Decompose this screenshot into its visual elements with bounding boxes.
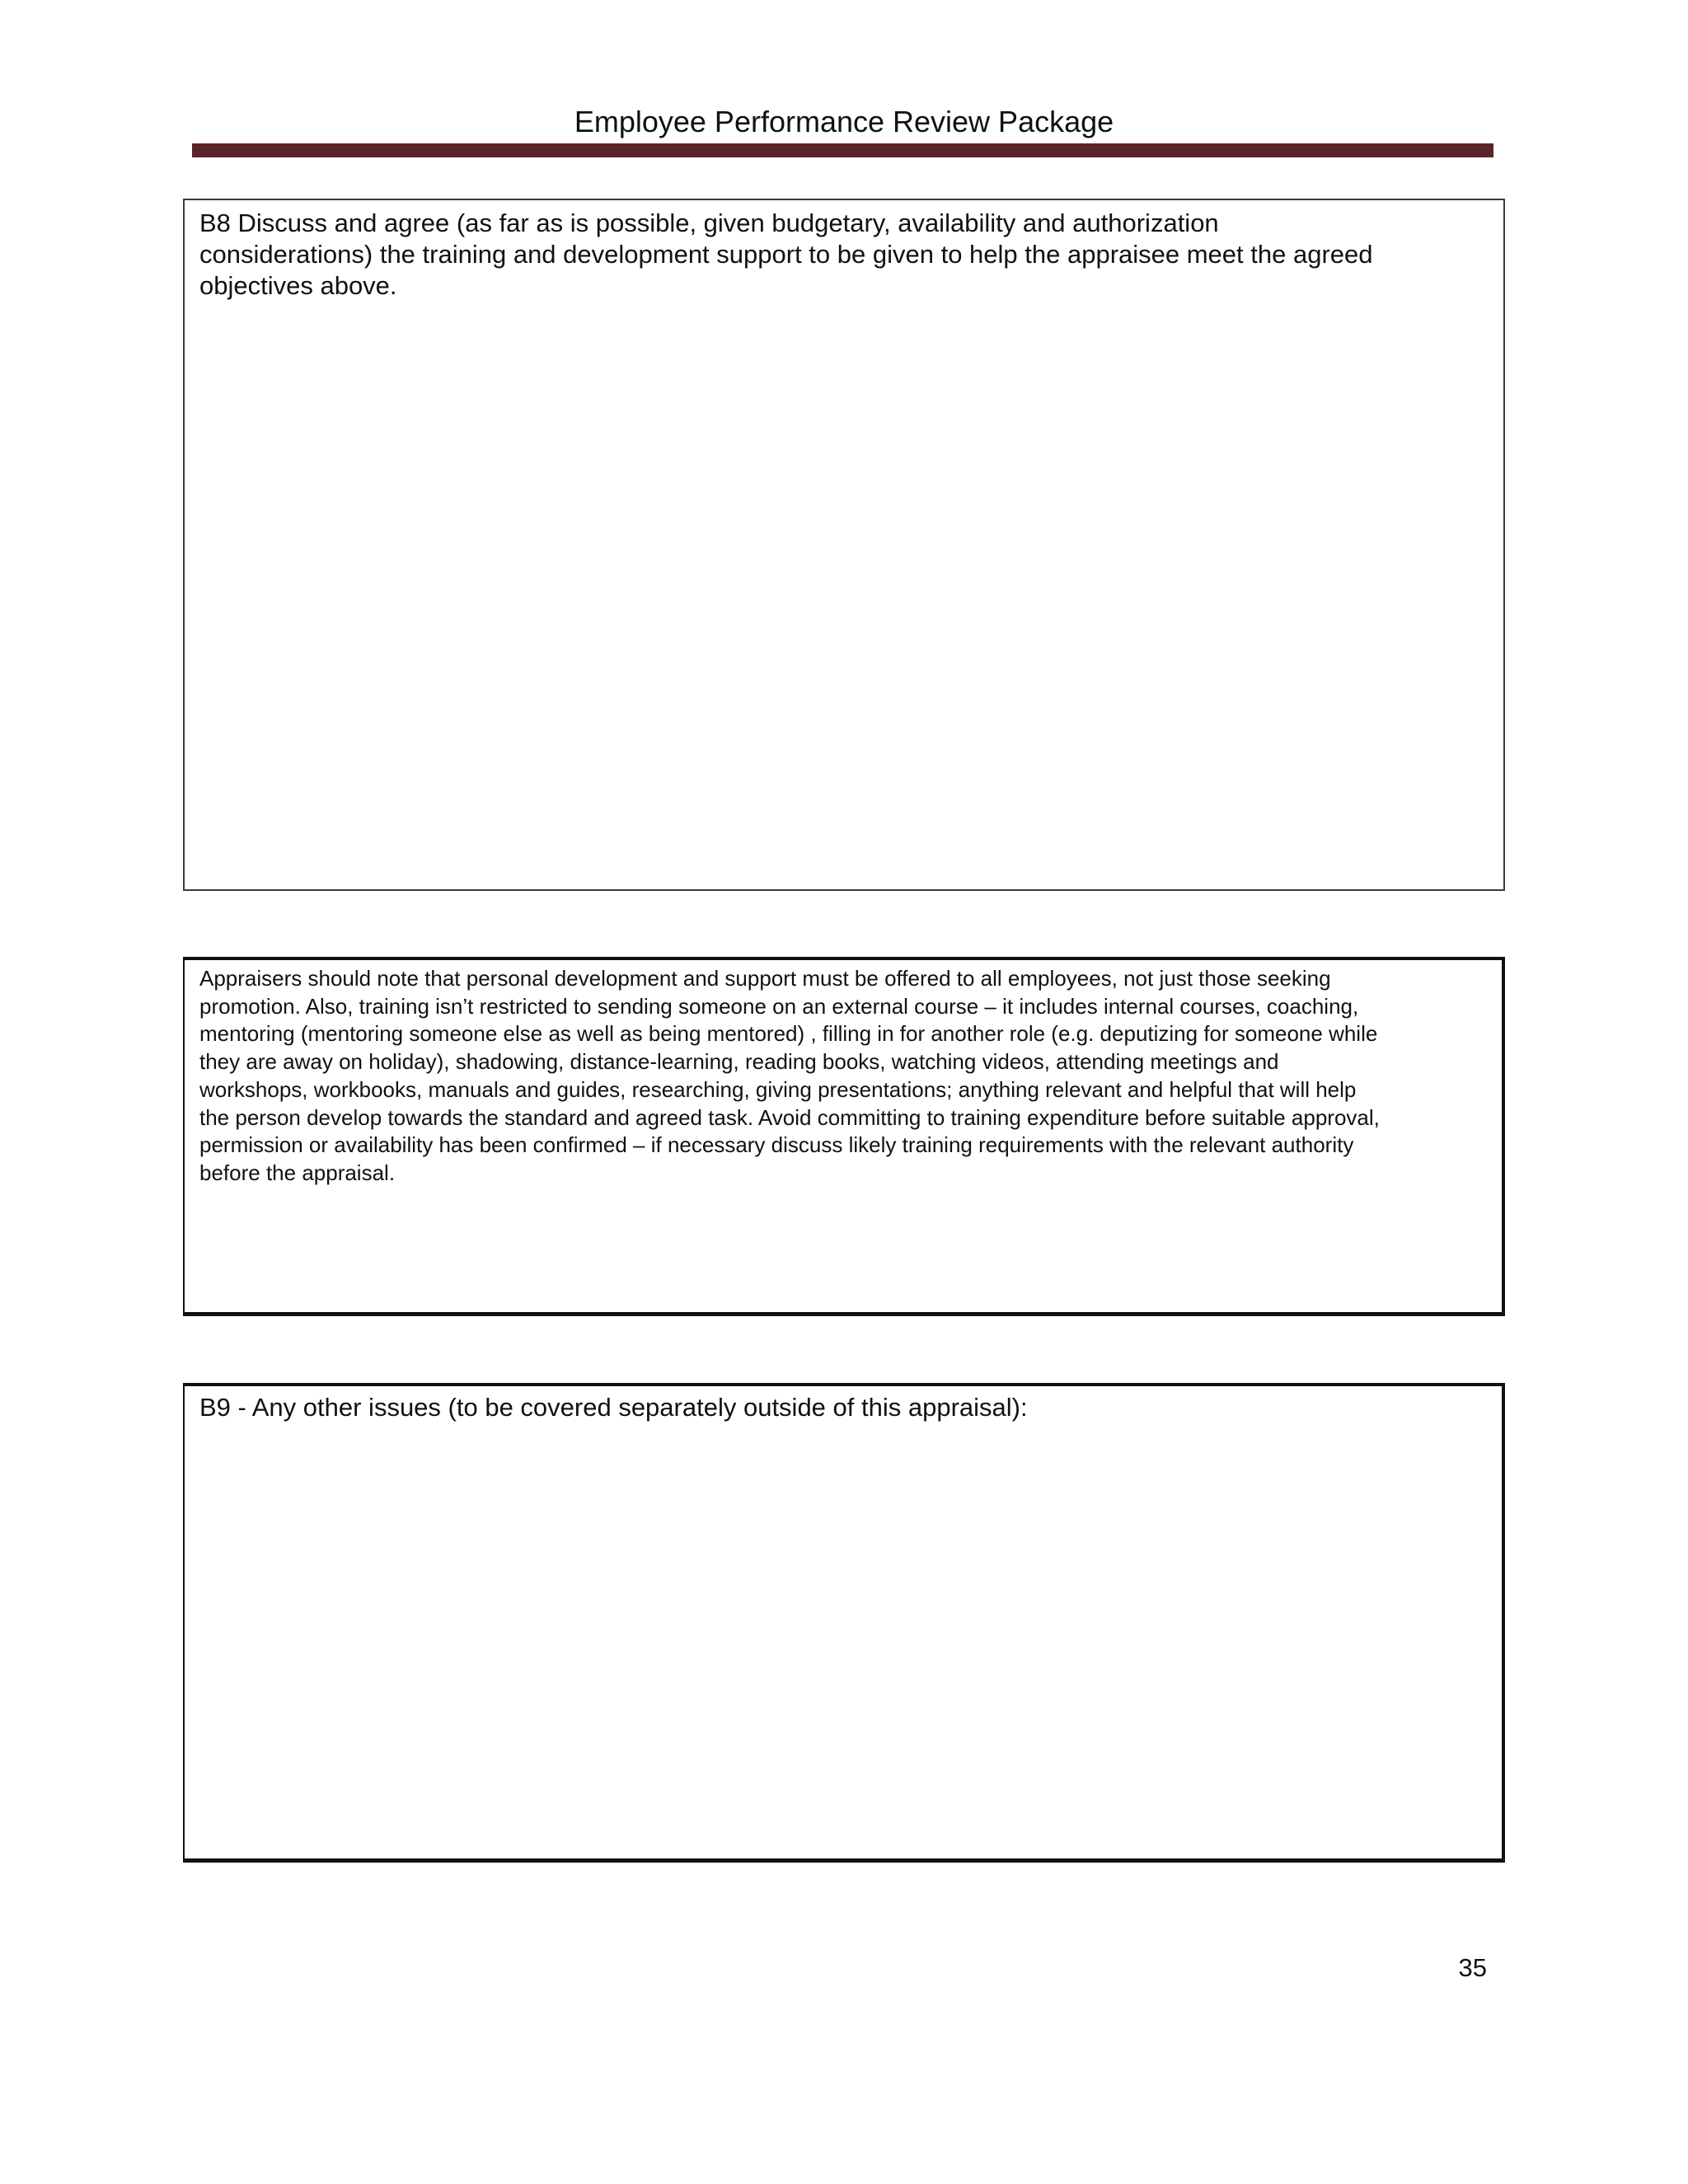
b9-prompt: B9 - Any other issues (to be covered separately outside of this appraisal):: [199, 1393, 1028, 1422]
b8-training-support-box[interactable]: [183, 199, 1505, 891]
b9-other-issues-box[interactable]: [183, 1383, 1505, 1863]
appraiser-guidance-text: Appraisers should note that personal development and support must be offered to all employees, not just those seeking promotion. Also, training isn’t restricted to sending someone on an external course – it includes internal courses, coaching, mentoring (mentoring someone else as well as being mentored) , filling in for another role (e.g. deputizing for someone while they are away on holiday), shadowing, distance-learning, reading books, watching videos, attending meetings and workshops, workbooks, manuals and guides, researching, giving presentations; anything relevant and helpful that will help the person develop towards the standard and agreed task. Avoid committing to training expenditure before suitable approval, permission or availability has been confirmed – if necessary discuss likely training requirements with the relevant authority before the appraisal.: [199, 966, 1380, 1185]
b8-prompt: B8 Discuss and agree (as far as is possible, given budgetary, availability and authorization considerations) the training and development support to be given to help the appraisee meet the agreed objectives above.: [199, 209, 1373, 300]
page-title: Employee Performance Review Package: [574, 105, 1114, 138]
page-number: 35: [1458, 1953, 1487, 1982]
appraiser-guidance-box: [183, 957, 1505, 1316]
header-divider: [192, 143, 1493, 157]
